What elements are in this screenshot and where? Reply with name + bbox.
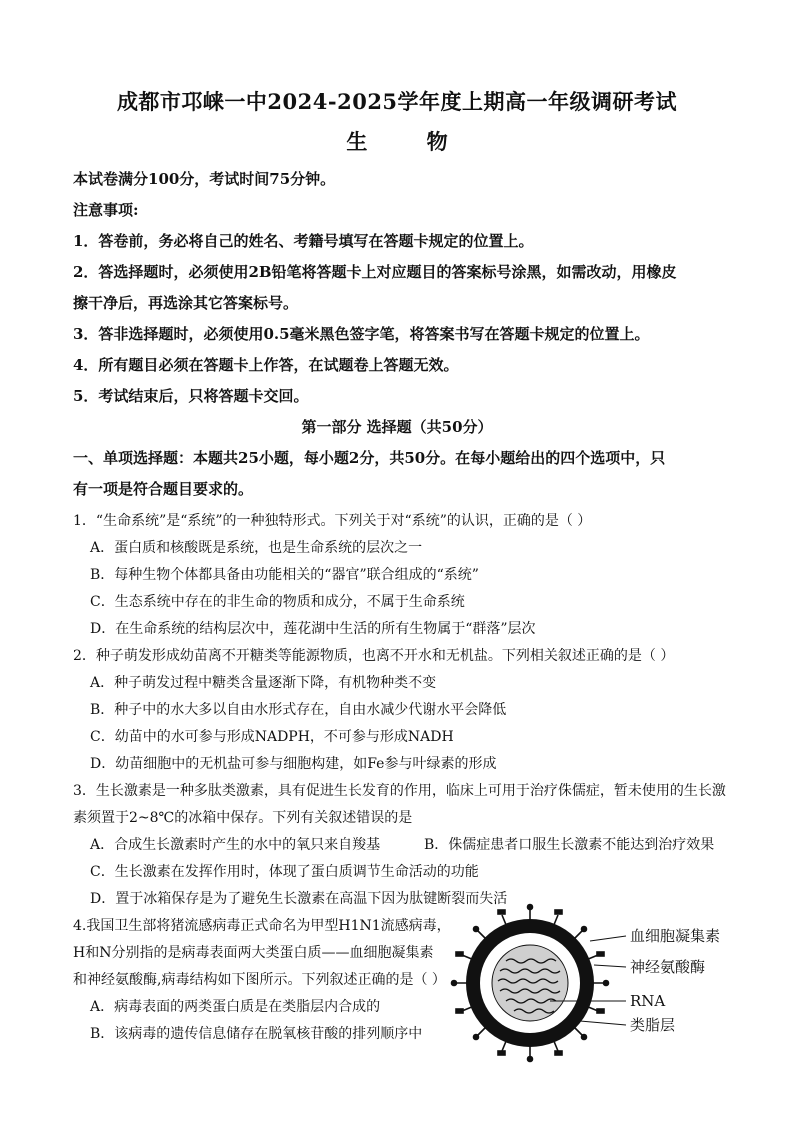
question-option: D．幼苗细胞中的无机盐可参与细胞构建，如Fe参与叶绿素的形成 (90, 756, 497, 772)
score-time-note: 本试卷满分100分，考试时间75分钟。 (73, 170, 336, 188)
notice-item: 3．答非选择题时，必须使用0.5毫米黑色签字笔，将答案书写在答题卡规定的位置上。 (73, 325, 650, 343)
label-rna: RNA (630, 992, 666, 1010)
question-stem: 4.我国卫生部将猪流感病毒正式命名为甲型H1N1流感病毒， (73, 918, 451, 934)
label-lipid-layer: 类脂层 (630, 1016, 676, 1034)
question-option: B．侏儒症患者口服生长激素不能达到治疗效果 (424, 837, 715, 853)
question-option: A．合成生长激素时产生的水中的氧只来自羧基 (90, 837, 381, 853)
question-option: A．种子萌发过程中糖类含量逐渐下降，有机物种类不变 (90, 675, 437, 691)
label-neuraminidase: 神经氨酸酶 (630, 958, 706, 976)
label-hemagglutinin: 血细胞凝集素 (630, 927, 721, 945)
question-option: B．每种生物个体都具备由功能相关的“器官”联合组成的“系统” (90, 567, 479, 583)
question-stem: 素须置于2~8℃的冰箱中保存。下列有关叙述错误的是 (73, 810, 413, 826)
virus-structure-figure (440, 903, 740, 1063)
notice-item: 1．答卷前，务必将自己的姓名、考籍号填写在答题卡规定的位置上。 (73, 232, 534, 250)
question-option: C．生态系统中存在的非生命的物质和成分，不属于生命系统 (90, 594, 465, 610)
notice-item: 擦干净后，再选涂其它答案标号。 (73, 294, 299, 312)
question-option: A．病毒表面的两类蛋白质是在类脂层内合成的 (90, 999, 381, 1015)
question-stem: 3．生长激素是一种多肽类激素，具有促进生长发育的作用，临床上可用于治疗侏儒症，暂未使用的生长激 (73, 783, 726, 799)
question-stem: H和N分别指的是病毒表面两大类蛋白质——血细胞凝集素 (73, 945, 434, 961)
notice-heading: 注意事项: (73, 201, 139, 219)
question-option: B．该病毒的遗传信息储存在脱氧核苷酸的排列顺序中 (90, 1026, 423, 1042)
section-instruction: 有一项是符合题目要求的。 (73, 480, 254, 498)
question-option: C．生长激素在发挥作用时，体现了蛋白质调节生命活动的功能 (90, 864, 479, 880)
question-stem: 2．种子萌发形成幼苗离不开糖类等能源物质，也离不开水和无机盐。下列相关叙述正确的是（ ） (73, 648, 675, 664)
question-option: A．蛋白质和核酸既是系统，也是生命系统的层次之一 (90, 540, 423, 556)
question-stem: 和神经氨酸酶,病毒结构如下图所示。下列叙述正确的是（ ） (73, 972, 446, 988)
part-heading: 第一部分 选择题（共50分） (301, 418, 493, 436)
question-option: D．在生命系统的结构层次中，莲花湖中生活的所有生物属于“群落”层次 (90, 621, 536, 637)
notice-item: 5．考试结束后，只将答题卡交回。 (73, 387, 309, 405)
section-instruction: 一、单项选择题：本题共25小题，每小题2分，共50分。在每小题给出的四个选项中，只 (73, 449, 666, 467)
exam-title: 成都市邛崃一中2024-2025学年度上期高一年级调研考试 (116, 89, 678, 114)
notice-item: 4．所有题目必须在答题卡上作答，在试题卷上答题无效。 (73, 356, 459, 374)
question-option: C．幼苗中的水可参与形成NADPH，不可参与形成NADH (90, 729, 454, 745)
subject-title: 生 物 (346, 129, 474, 154)
question-option: D．置于冰箱保存是为了避免生长激素在高温下因为肽键断裂而失活 (90, 891, 508, 907)
notice-item: 2．答选择题时，必须使用2B铅笔将答题卡上对应题目的答案标号涂黑，如需改动，用橡皮 (73, 263, 677, 281)
question-stem: 1．“生命系统”是“系统”的一种独特形式。下列关于对“系统”的认识，正确的是（ ） (73, 513, 592, 529)
question-option: B．种子中的水大多以自由水形式存在，自由水减少代谢水平会降低 (90, 702, 507, 718)
